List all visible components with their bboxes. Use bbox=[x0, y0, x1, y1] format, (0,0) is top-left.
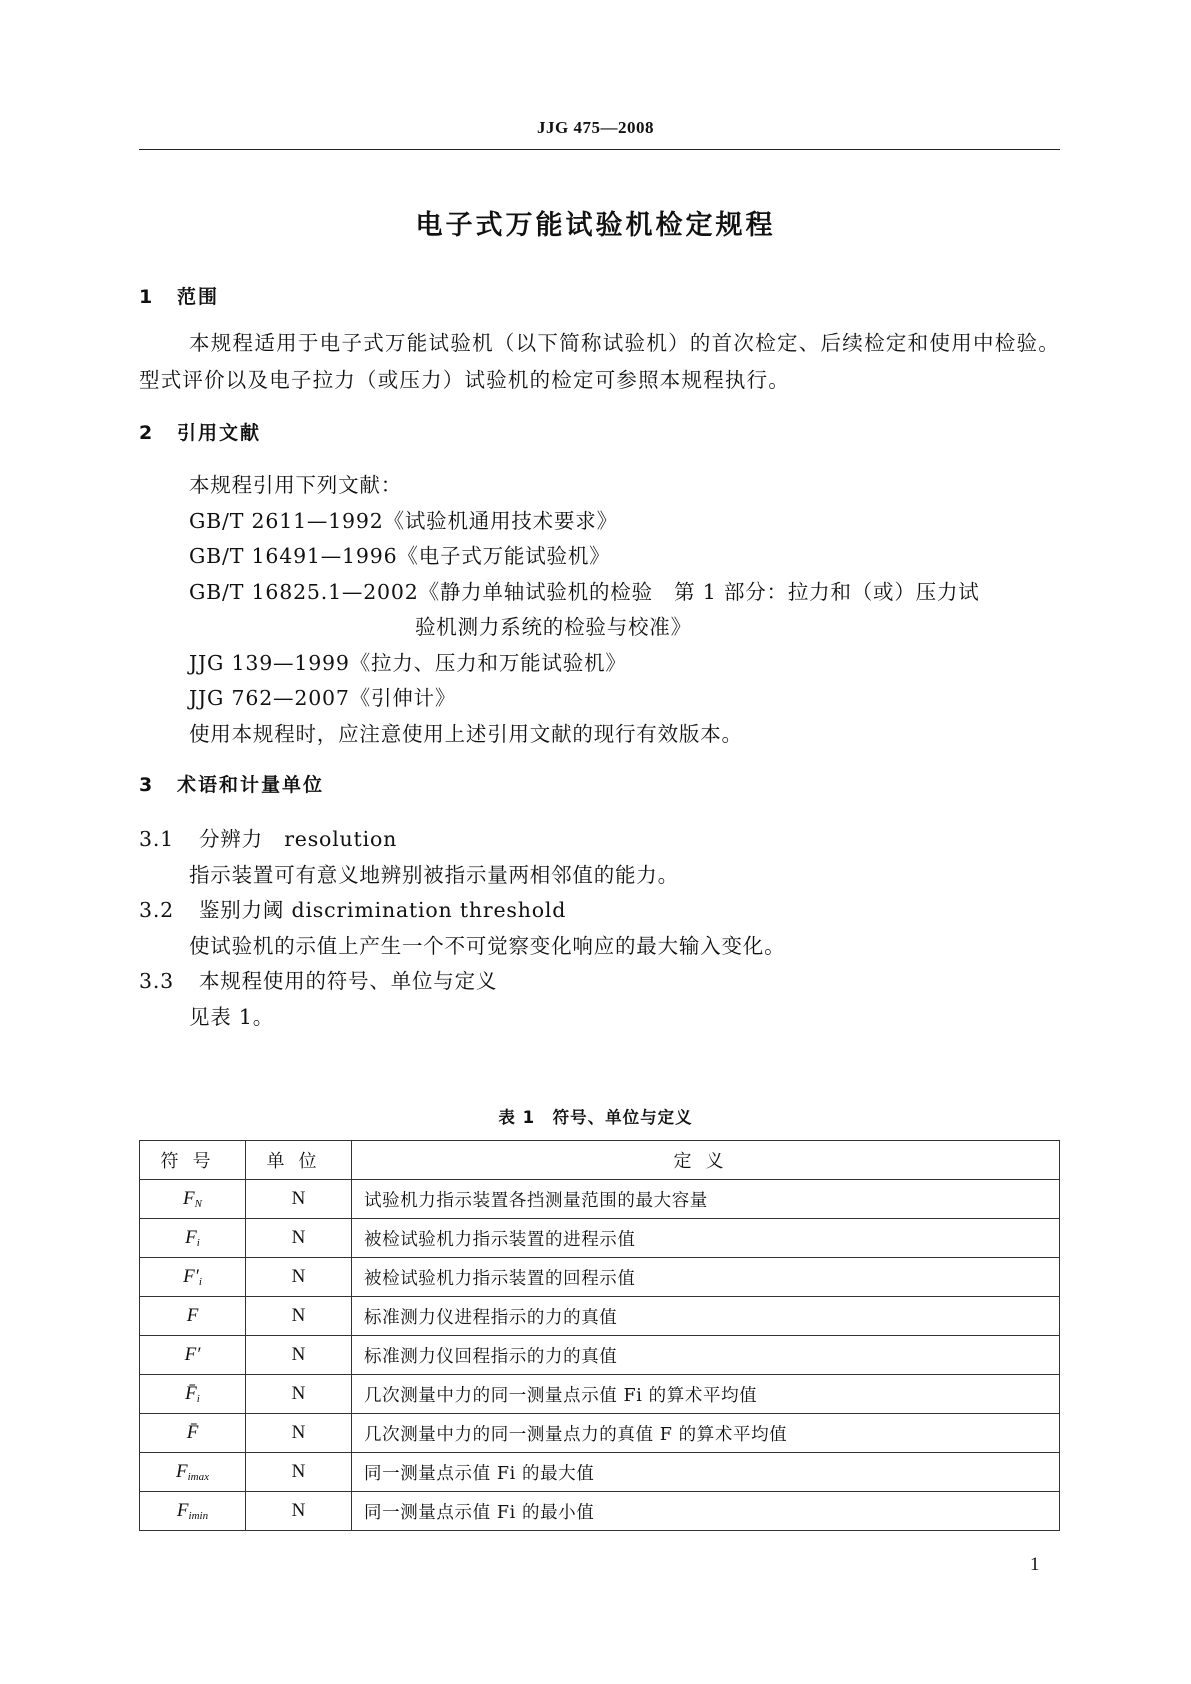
section-title: 引用文献 bbox=[177, 422, 262, 444]
table-caption: 表 1 符号、单位与定义 bbox=[498, 1108, 693, 1127]
table-row bbox=[140, 1297, 1060, 1336]
document-title: 电子式万能试验机检定规程 bbox=[415, 210, 776, 241]
definition-cell: 标准测力仪回程指示的力的真值 bbox=[352, 1336, 1060, 1375]
definition-cell: 几次测量中力的同一测量点示值 Fi 的算术平均值 bbox=[352, 1375, 1060, 1414]
symbol-cell bbox=[140, 1414, 246, 1453]
term-3-3-definition: 见表 1。 bbox=[189, 1005, 275, 1029]
term-number: 3.2 bbox=[139, 898, 175, 922]
symbol-subscript: i bbox=[198, 1276, 202, 1288]
symbol-text: F̄ bbox=[186, 1422, 199, 1443]
references-note: 使用本规程时，应注意使用上述引用文献的现行有效版本。 bbox=[189, 722, 743, 746]
unit-cell: N bbox=[246, 1375, 352, 1414]
definition-cell: 标准测力仪进程指示的力的真值 bbox=[352, 1297, 1060, 1336]
reference-item: JJG 139—1999《拉力、压力和万能试验机》 bbox=[189, 651, 627, 675]
term-number: 3.1 bbox=[139, 827, 175, 851]
section-title: 术语和计量单位 bbox=[177, 774, 325, 796]
table-body bbox=[140, 1180, 1060, 1531]
symbol-cell bbox=[140, 1336, 246, 1375]
symbol-text: F bbox=[185, 1227, 197, 1248]
table-row bbox=[140, 1453, 1060, 1492]
symbol-cell bbox=[140, 1453, 246, 1492]
symbol-text: F bbox=[176, 1461, 188, 1482]
definition-cell: 试验机力指示装置各挡测量范围的最大容量 bbox=[352, 1180, 1060, 1219]
definition-cell: 几次测量中力的同一测量点力的真值 F 的算术平均值 bbox=[352, 1414, 1060, 1453]
table-row bbox=[140, 1375, 1060, 1414]
term-3-2 bbox=[139, 893, 566, 923]
section-number: 1 bbox=[139, 286, 153, 308]
header-rule bbox=[139, 149, 1060, 150]
symbol-text: F̄ bbox=[185, 1383, 197, 1404]
symbol-text: F′ bbox=[184, 1344, 201, 1365]
term-title: 鉴别力阈 discrimination threshold bbox=[199, 898, 567, 922]
header-definition: 定义 bbox=[352, 1141, 1060, 1180]
term-3-3 bbox=[139, 964, 497, 994]
definition-cell: 被检试验机力指示装置的回程示值 bbox=[352, 1258, 1060, 1297]
reference-item: GB/T 16825.1—2002《静力单轴试验机的检验 第 1 部分：拉力和（或）压力试 bbox=[189, 580, 980, 604]
term-title: 分辨力 resolution bbox=[199, 827, 398, 851]
unit-cell: N bbox=[246, 1453, 352, 1492]
symbol-subscript: N bbox=[194, 1198, 202, 1210]
unit-cell: N bbox=[246, 1258, 352, 1297]
symbol-text: F bbox=[186, 1305, 199, 1326]
standard-code: JJG 475—2008 bbox=[537, 118, 654, 137]
unit-cell: N bbox=[246, 1219, 352, 1258]
unit-cell: N bbox=[246, 1414, 352, 1453]
section-number: 3 bbox=[139, 774, 153, 796]
table-row bbox=[140, 1492, 1060, 1531]
table-row bbox=[140, 1414, 1060, 1453]
table-row bbox=[140, 1336, 1060, 1375]
symbol-text: F′ bbox=[183, 1266, 199, 1287]
section-title: 范围 bbox=[177, 286, 220, 308]
term-3-1 bbox=[139, 822, 397, 852]
symbol-cell bbox=[140, 1180, 246, 1219]
page-number: 1 bbox=[1030, 1554, 1040, 1575]
symbols-table bbox=[139, 1140, 1060, 1531]
header-symbol: 符号 bbox=[140, 1141, 246, 1180]
symbol-cell bbox=[140, 1375, 246, 1414]
unit-cell: N bbox=[246, 1336, 352, 1375]
symbol-subscript: i bbox=[196, 1237, 200, 1249]
reference-item: GB/T 16491—1996《电子式万能试验机》 bbox=[189, 544, 611, 568]
reference-item: JJG 762—2007《引伸计》 bbox=[189, 686, 457, 710]
symbol-text: F bbox=[183, 1188, 195, 1209]
term-3-2-definition: 使试验机的示值上产生一个不可觉察变化响应的最大输入变化。 bbox=[189, 934, 786, 958]
symbol-subscript: i bbox=[196, 1393, 200, 1405]
reference-item-continuation: 验机测力系统的检验与校准》 bbox=[415, 615, 692, 639]
section-1-heading bbox=[139, 282, 219, 309]
unit-cell: N bbox=[246, 1180, 352, 1219]
symbol-subscript: imax bbox=[187, 1471, 209, 1483]
table-header-row bbox=[140, 1141, 1060, 1180]
references-intro: 本规程引用下列文献： bbox=[189, 473, 402, 497]
definition-cell: 同一测量点示值 Fi 的最小值 bbox=[352, 1492, 1060, 1531]
term-number: 3.3 bbox=[139, 969, 175, 993]
unit-cell: N bbox=[246, 1492, 352, 1531]
section-2-heading bbox=[139, 418, 261, 445]
table-row bbox=[140, 1258, 1060, 1297]
header-unit: 单位 bbox=[246, 1141, 352, 1180]
symbol-cell bbox=[140, 1297, 246, 1336]
term-3-1-definition: 指示装置可有意义地辨别被指示量两相邻值的能力。 bbox=[189, 863, 679, 887]
section-3-heading bbox=[139, 770, 324, 797]
symbol-cell bbox=[140, 1492, 246, 1531]
definition-cell: 同一测量点示值 Fi 的最大值 bbox=[352, 1453, 1060, 1492]
table-row bbox=[140, 1219, 1060, 1258]
section-number: 2 bbox=[139, 422, 153, 444]
unit-cell: N bbox=[246, 1297, 352, 1336]
symbol-cell bbox=[140, 1219, 246, 1258]
table-row bbox=[140, 1180, 1060, 1219]
section-1-paragraph: 本规程适用于电子式万能试验机（以下简称试验机）的首次检定、后续检定和使用中检验。型式评价以及电子拉力（或压力）试验机的检定可参照本规程执行。 bbox=[139, 331, 1060, 392]
definition-cell: 被检试验机力指示装置的进程示值 bbox=[352, 1219, 1060, 1258]
symbol-text: F bbox=[176, 1500, 189, 1521]
reference-item: GB/T 2611—1992《试验机通用技术要求》 bbox=[189, 509, 618, 533]
symbol-cell bbox=[140, 1258, 246, 1297]
term-title: 本规程使用的符号、单位与定义 bbox=[199, 969, 498, 993]
symbol-subscript: imin bbox=[188, 1510, 209, 1522]
